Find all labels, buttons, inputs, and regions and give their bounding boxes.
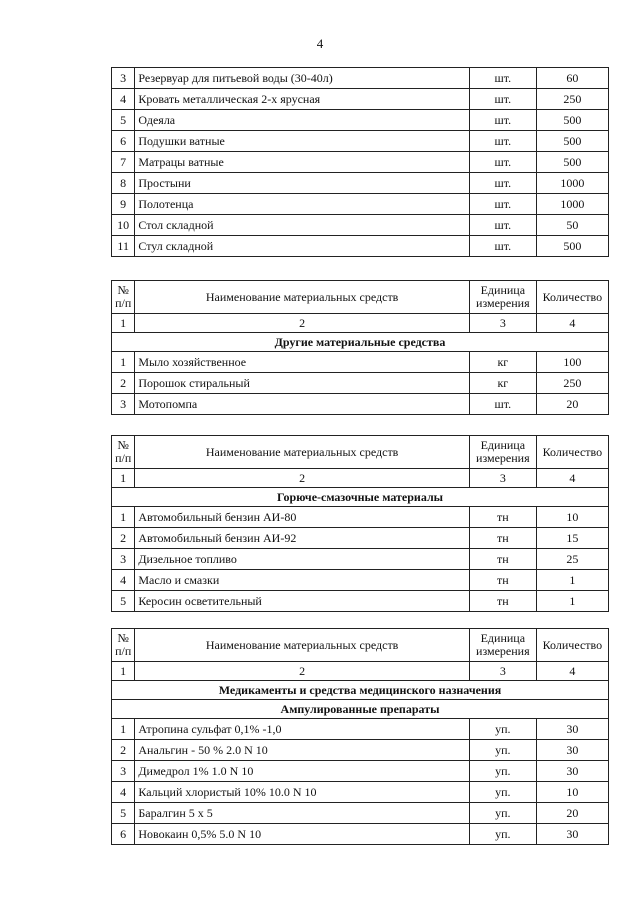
item-name: Резервуар для питьевой воды (30-40л): [135, 68, 470, 89]
table-row: [112, 131, 609, 152]
item-quantity: 50: [536, 215, 608, 236]
item-unit: шт.: [469, 173, 536, 194]
header-name: Наименование материальных средств: [135, 281, 470, 314]
item-name: Подушки ватные: [135, 131, 470, 152]
item-name: Мотопомпа: [135, 394, 470, 415]
equipment-table: [111, 67, 609, 257]
item-name: Димедрол 1% 1.0 N 10: [135, 761, 470, 782]
header-qty: Количество: [536, 436, 608, 469]
table-row: [112, 373, 609, 394]
item-unit: уп.: [469, 824, 536, 845]
item-unit: шт.: [469, 152, 536, 173]
column-index-row: [112, 662, 609, 681]
subsection-row: [112, 700, 609, 719]
table-row: [112, 719, 609, 740]
item-name: Дизельное топливо: [135, 549, 470, 570]
index-2: 2: [135, 314, 470, 333]
header-unit: Единица измерения: [469, 436, 536, 469]
row-number: 10: [112, 215, 135, 236]
item-unit: уп.: [469, 719, 536, 740]
item-quantity: 10: [536, 507, 608, 528]
row-number: 6: [112, 824, 135, 845]
row-number: 2: [112, 528, 135, 549]
header-name: Наименование материальных средств: [135, 629, 470, 662]
row-number: 11: [112, 236, 135, 257]
item-quantity: 30: [536, 824, 608, 845]
table-row: [112, 89, 609, 110]
item-quantity: 250: [536, 373, 608, 394]
table-row: [112, 352, 609, 373]
item-quantity: 60: [536, 68, 608, 89]
header-qty: Количество: [536, 281, 608, 314]
table-row: [112, 570, 609, 591]
item-quantity: 20: [536, 803, 608, 824]
index-1: 1: [112, 314, 135, 333]
item-unit: шт.: [469, 89, 536, 110]
table-row: [112, 549, 609, 570]
item-name: Новокаин 0,5% 5.0 N 10: [135, 824, 470, 845]
item-unit: шт.: [469, 394, 536, 415]
row-number: 3: [112, 761, 135, 782]
item-unit: кг: [469, 373, 536, 394]
item-name: Простыни: [135, 173, 470, 194]
row-number: 7: [112, 152, 135, 173]
medical-table: [111, 628, 609, 845]
item-quantity: 30: [536, 719, 608, 740]
index-1: 1: [112, 662, 135, 681]
table-row: [112, 215, 609, 236]
item-quantity: 500: [536, 236, 608, 257]
index-4: 4: [536, 314, 608, 333]
item-unit: шт.: [469, 194, 536, 215]
item-name: Автомобильный бензин АИ-80: [135, 507, 470, 528]
row-number: 1: [112, 352, 135, 373]
item-unit: кг: [469, 352, 536, 373]
table-row: [112, 507, 609, 528]
item-name: Баралгин 5 x 5: [135, 803, 470, 824]
item-name: Керосин осветительный: [135, 591, 470, 612]
item-unit: шт.: [469, 131, 536, 152]
header-no: № п/п: [112, 629, 135, 662]
table-row: [112, 152, 609, 173]
row-number: 8: [112, 173, 135, 194]
row-number: 1: [112, 719, 135, 740]
table-row: [112, 824, 609, 845]
table-header-row: [112, 436, 609, 469]
section-title: Горюче-смазочные материалы: [112, 488, 609, 507]
row-number: 2: [112, 373, 135, 394]
item-name: Автомобильный бензин АИ-92: [135, 528, 470, 549]
item-unit: тн: [469, 570, 536, 591]
section-title: Другие материальные средства: [112, 333, 609, 352]
item-quantity: 10: [536, 782, 608, 803]
index-4: 4: [536, 469, 608, 488]
item-unit: уп.: [469, 803, 536, 824]
item-quantity: 30: [536, 761, 608, 782]
item-unit: шт.: [469, 236, 536, 257]
item-unit: уп.: [469, 761, 536, 782]
item-name: Стул складной: [135, 236, 470, 257]
header-unit: Единица измерения: [469, 629, 536, 662]
table-row: [112, 803, 609, 824]
item-quantity: 15: [536, 528, 608, 549]
index-3: 3: [469, 662, 536, 681]
other-materials-table: [111, 280, 609, 415]
table-row: [112, 110, 609, 131]
row-number: 3: [112, 394, 135, 415]
table-row: [112, 194, 609, 215]
item-unit: уп.: [469, 782, 536, 803]
item-name: Кальций хлористый 10% 10.0 N 10: [135, 782, 470, 803]
table-row: [112, 394, 609, 415]
item-quantity: 1000: [536, 173, 608, 194]
table-row: [112, 761, 609, 782]
section-row: [112, 488, 609, 507]
header-no: № п/п: [112, 281, 135, 314]
row-number: 1: [112, 507, 135, 528]
table-row: [112, 68, 609, 89]
index-2: 2: [135, 662, 470, 681]
item-quantity: 1000: [536, 194, 608, 215]
row-number: 4: [112, 89, 135, 110]
header-no: № п/п: [112, 436, 135, 469]
table-row: [112, 236, 609, 257]
index-1: 1: [112, 469, 135, 488]
item-name: Масло и смазки: [135, 570, 470, 591]
row-number: 5: [112, 803, 135, 824]
header-name: Наименование материальных средств: [135, 436, 470, 469]
table-header-row: [112, 629, 609, 662]
item-quantity: 250: [536, 89, 608, 110]
row-number: 9: [112, 194, 135, 215]
index-3: 3: [469, 469, 536, 488]
row-number: 4: [112, 782, 135, 803]
item-quantity: 1: [536, 570, 608, 591]
index-2: 2: [135, 469, 470, 488]
row-number: 5: [112, 110, 135, 131]
item-name: Порошок стиральный: [135, 373, 470, 394]
item-quantity: 25: [536, 549, 608, 570]
table-row: [112, 740, 609, 761]
item-unit: шт.: [469, 68, 536, 89]
table-row: [112, 782, 609, 803]
item-name: Одеяла: [135, 110, 470, 131]
item-unit: тн: [469, 549, 536, 570]
item-unit: шт.: [469, 110, 536, 131]
item-name: Матрацы ватные: [135, 152, 470, 173]
item-name: Полотенца: [135, 194, 470, 215]
item-quantity: 20: [536, 394, 608, 415]
item-unit: тн: [469, 591, 536, 612]
row-number: 5: [112, 591, 135, 612]
header-unit: Единица измерения: [469, 281, 536, 314]
item-quantity: 500: [536, 131, 608, 152]
index-4: 4: [536, 662, 608, 681]
row-number: 6: [112, 131, 135, 152]
item-unit: тн: [469, 528, 536, 549]
item-quantity: 100: [536, 352, 608, 373]
item-quantity: 500: [536, 110, 608, 131]
row-number: 4: [112, 570, 135, 591]
fuel-table: [111, 435, 609, 612]
table-header-row: [112, 281, 609, 314]
item-quantity: 30: [536, 740, 608, 761]
item-name: Атропина сульфат 0,1% -1,0: [135, 719, 470, 740]
item-unit: тн: [469, 507, 536, 528]
item-quantity: 500: [536, 152, 608, 173]
column-index-row: [112, 469, 609, 488]
row-number: 2: [112, 740, 135, 761]
item-unit: шт.: [469, 215, 536, 236]
item-name: Стол складной: [135, 215, 470, 236]
page-number: 4: [316, 36, 324, 51]
index-3: 3: [469, 314, 536, 333]
section-row: [112, 333, 609, 352]
row-number: 3: [112, 68, 135, 89]
item-name: Анальгин - 50 % 2.0 N 10: [135, 740, 470, 761]
table-row: [112, 591, 609, 612]
row-number: 3: [112, 549, 135, 570]
item-name: Кровать металлическая 2-х ярусная: [135, 89, 470, 110]
section-row: [112, 681, 609, 700]
item-name: Мыло хозяйственное: [135, 352, 470, 373]
item-quantity: 1: [536, 591, 608, 612]
table-row: [112, 528, 609, 549]
item-unit: уп.: [469, 740, 536, 761]
table-row: [112, 173, 609, 194]
header-qty: Количество: [536, 629, 608, 662]
section-title: Медикаменты и средства медицинского назначения: [112, 681, 609, 700]
subsection-title: Ампулированные препараты: [112, 700, 609, 719]
column-index-row: [112, 314, 609, 333]
